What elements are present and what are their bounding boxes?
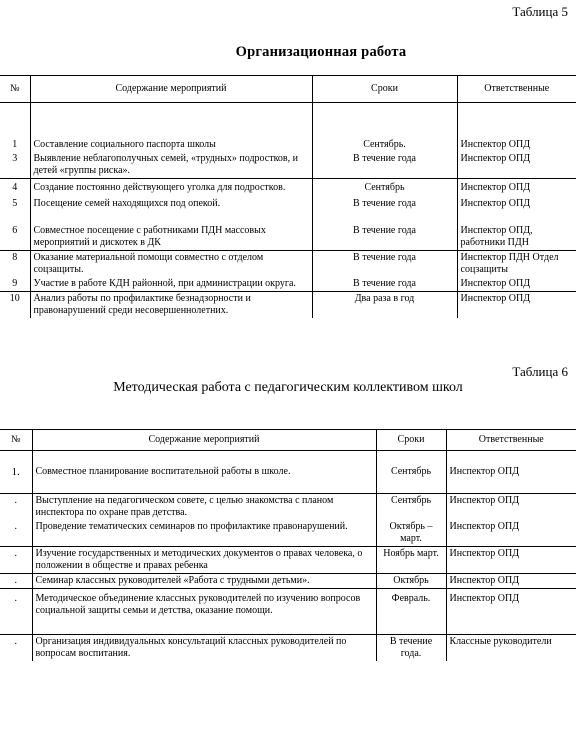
row-responsible: Инспектор ОПД	[457, 179, 576, 196]
row-content: Оказание материальной помощи совместно с отделом соцзащиты.	[30, 251, 312, 278]
row-number: 6	[12, 225, 18, 236]
row-number: .	[0, 547, 32, 574]
table6	[0, 429, 576, 661]
row-content: Анализ работы по профилактике безнадзорности и правонарушений среди несовершеннолетних.	[30, 292, 312, 319]
row-term: В течение года	[312, 195, 457, 221]
row-responsible: Инспектор ОПД	[457, 103, 576, 153]
row-number: .	[0, 494, 32, 521]
row-responsible: Инспектор ОПД	[446, 451, 576, 494]
table-row	[0, 277, 576, 292]
row-number: 9	[12, 278, 18, 289]
row-number: 1	[12, 139, 18, 150]
row-responsible: Инспектор ОПД, работники ПДН	[457, 221, 576, 251]
row-term: В течение года.	[376, 635, 446, 662]
row-responsible: Инспектор ОПД	[446, 574, 576, 589]
table-row	[0, 103, 576, 153]
row-content: Организация индивидуальных консультаций классных руководителей по вопросам воспитания.	[32, 635, 376, 662]
row-number: 5	[12, 198, 18, 209]
table5-header-number: №	[0, 76, 30, 103]
row-term: Сентябрь	[312, 179, 457, 196]
row-content: Посещение семей находящихся под опекой.	[30, 195, 312, 221]
table-row	[0, 547, 576, 574]
row-number: 3	[12, 153, 18, 164]
row-term: Сентябрь.	[312, 103, 457, 153]
row-responsible: Инспектор ОПД	[457, 152, 576, 179]
row-responsible: Инспектор ПДН Отдел соцзащиты	[457, 251, 576, 278]
table-row	[0, 251, 576, 278]
row-number: 1.	[11, 466, 20, 478]
row-content: Проведение тематических семинаров по профилактике правонарушений.	[32, 520, 376, 547]
row-content: Изучение государственных и методических документов о правах человека, о положении в обществе и правах ребенка	[32, 547, 376, 574]
row-content: Создание постоянно действующего уголка для подростков.	[30, 179, 312, 196]
row-term: Октябрь	[376, 574, 446, 589]
table6-header-content: Содержание мероприятий	[32, 430, 376, 451]
row-term: Февраль.	[376, 589, 446, 635]
table-row	[0, 494, 576, 521]
table-row	[0, 451, 576, 494]
table-row	[0, 292, 576, 319]
table5-header-content: Содержание мероприятий	[30, 76, 312, 103]
row-term: В течение года	[312, 152, 457, 179]
row-content: Участие в работе КДН районной, при администрации округа.	[30, 277, 312, 292]
row-content: Составление социального паспорта школы	[30, 103, 312, 153]
table-row	[0, 589, 576, 635]
row-term: В течение года	[312, 221, 457, 251]
row-term: В течение года	[312, 277, 457, 292]
row-term: Сентябрь	[376, 494, 446, 521]
row-content: Методическое объединение классных руководителей по изучению вопросов социальной защиты семьи и детства, оказание помощи.	[32, 589, 376, 635]
table5	[0, 75, 576, 318]
table5-title: Организационная работа	[235, 44, 407, 60]
row-number: .	[14, 521, 17, 532]
table-row	[0, 195, 576, 221]
row-responsible: Инспектор ОПД	[457, 195, 576, 221]
table-row	[0, 179, 576, 196]
row-term: Октябрь – март.	[376, 520, 446, 547]
table6-header-number: №	[0, 430, 32, 451]
row-responsible: Инспектор ОПД	[446, 547, 576, 574]
table5-header-row	[0, 76, 576, 103]
row-number: 10	[0, 292, 30, 319]
row-number: 4	[0, 179, 30, 196]
table-row	[0, 152, 576, 179]
row-responsible: Инспектор ОПД	[446, 589, 576, 635]
row-number: .	[0, 635, 32, 662]
row-number: .	[0, 574, 32, 589]
row-content: Выступление на педагогическом совете, с целью знакомства с планом инспектора по охране прав детства.	[32, 494, 376, 521]
table6-header-row	[0, 430, 576, 451]
row-content: Совместное посещение с работниками ПДН массовых мероприятий и дискотек в ДК	[30, 221, 312, 251]
row-responsible: Инспектор ОПД	[457, 277, 576, 292]
row-responsible: Инспектор ОПД	[446, 520, 576, 547]
row-content: Семинар классных руководителей «Работа с трудными детьми».	[32, 574, 376, 589]
table-row	[0, 635, 576, 662]
row-content: Выявление неблагополучных семей, «трудных» подростков, и детей «группы риска».	[30, 152, 312, 179]
table-row	[0, 574, 576, 589]
table5-header-responsible: Ответственные	[457, 76, 576, 103]
row-responsible: Инспектор ОПД	[446, 494, 576, 521]
table6-title: Методическая работа с педагогическим коллективом школ	[113, 380, 463, 395]
row-content: Совместное планирование воспитательной работы в школе.	[32, 451, 376, 494]
row-number: 8	[0, 251, 30, 278]
row-term: Два раза в год	[312, 292, 457, 319]
table5-header-term: Сроки	[312, 76, 457, 103]
row-term: Сентябрь	[376, 451, 446, 494]
row-responsible: Классные руководители	[446, 635, 576, 662]
row-term: Ноябрь март.	[376, 547, 446, 574]
row-term: В течение года	[312, 251, 457, 278]
row-responsible: Инспектор ОПД	[457, 292, 576, 319]
row-number: .	[0, 589, 32, 635]
table6-header-term: Сроки	[376, 430, 446, 451]
table-row	[0, 221, 576, 251]
table5-number: Таблица 5	[512, 4, 568, 19]
table6-header-responsible: Ответственные	[446, 430, 576, 451]
table-row	[0, 520, 576, 547]
table6-number: Таблица 6	[512, 364, 568, 379]
